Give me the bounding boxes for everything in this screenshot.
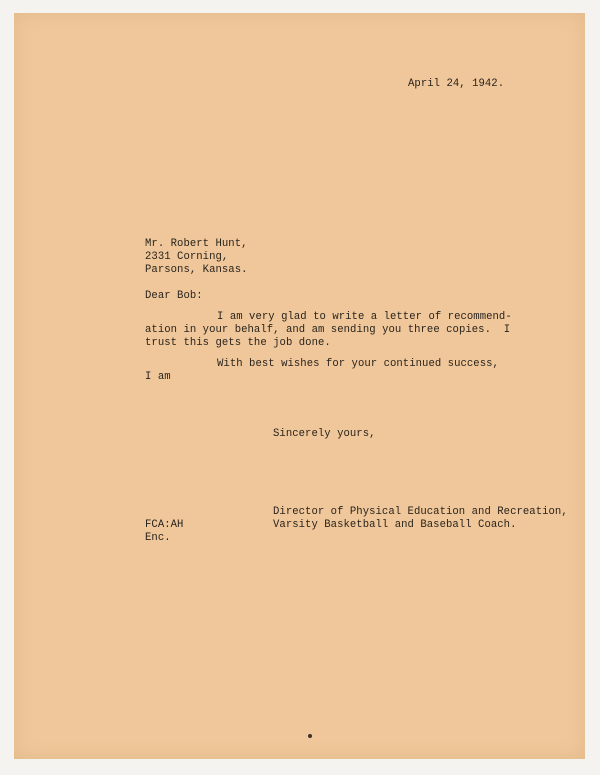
body-line-4: With best wishes for your continued success,: [217, 358, 499, 370]
enclosure-note: Enc.: [145, 532, 171, 544]
closing: Sincerely yours,: [273, 428, 376, 440]
body-line-2: ation in your behalf, and am sending you three copies. I: [145, 324, 511, 336]
recipient-street: 2331 Corning,: [145, 251, 229, 263]
page-dot-mark: [308, 734, 312, 738]
letter-page: [14, 13, 585, 759]
reference-initials: FCA:AH: [145, 519, 184, 531]
body-line-1: I am very glad to write a letter of recommend-: [217, 311, 512, 323]
recipient-city: Parsons, Kansas.: [145, 264, 248, 276]
signature-title-2: Varsity Basketball and Baseball Coach.: [273, 519, 517, 531]
body-line-3: trust this gets the job done.: [145, 337, 331, 349]
signature-title-1: Director of Physical Education and Recreation,: [273, 506, 568, 518]
salutation: Dear Bob:: [145, 290, 203, 302]
letter-date: April 24, 1942.: [408, 78, 505, 90]
body-line-5: I am: [145, 371, 171, 383]
recipient-name: Mr. Robert Hunt,: [145, 238, 248, 250]
